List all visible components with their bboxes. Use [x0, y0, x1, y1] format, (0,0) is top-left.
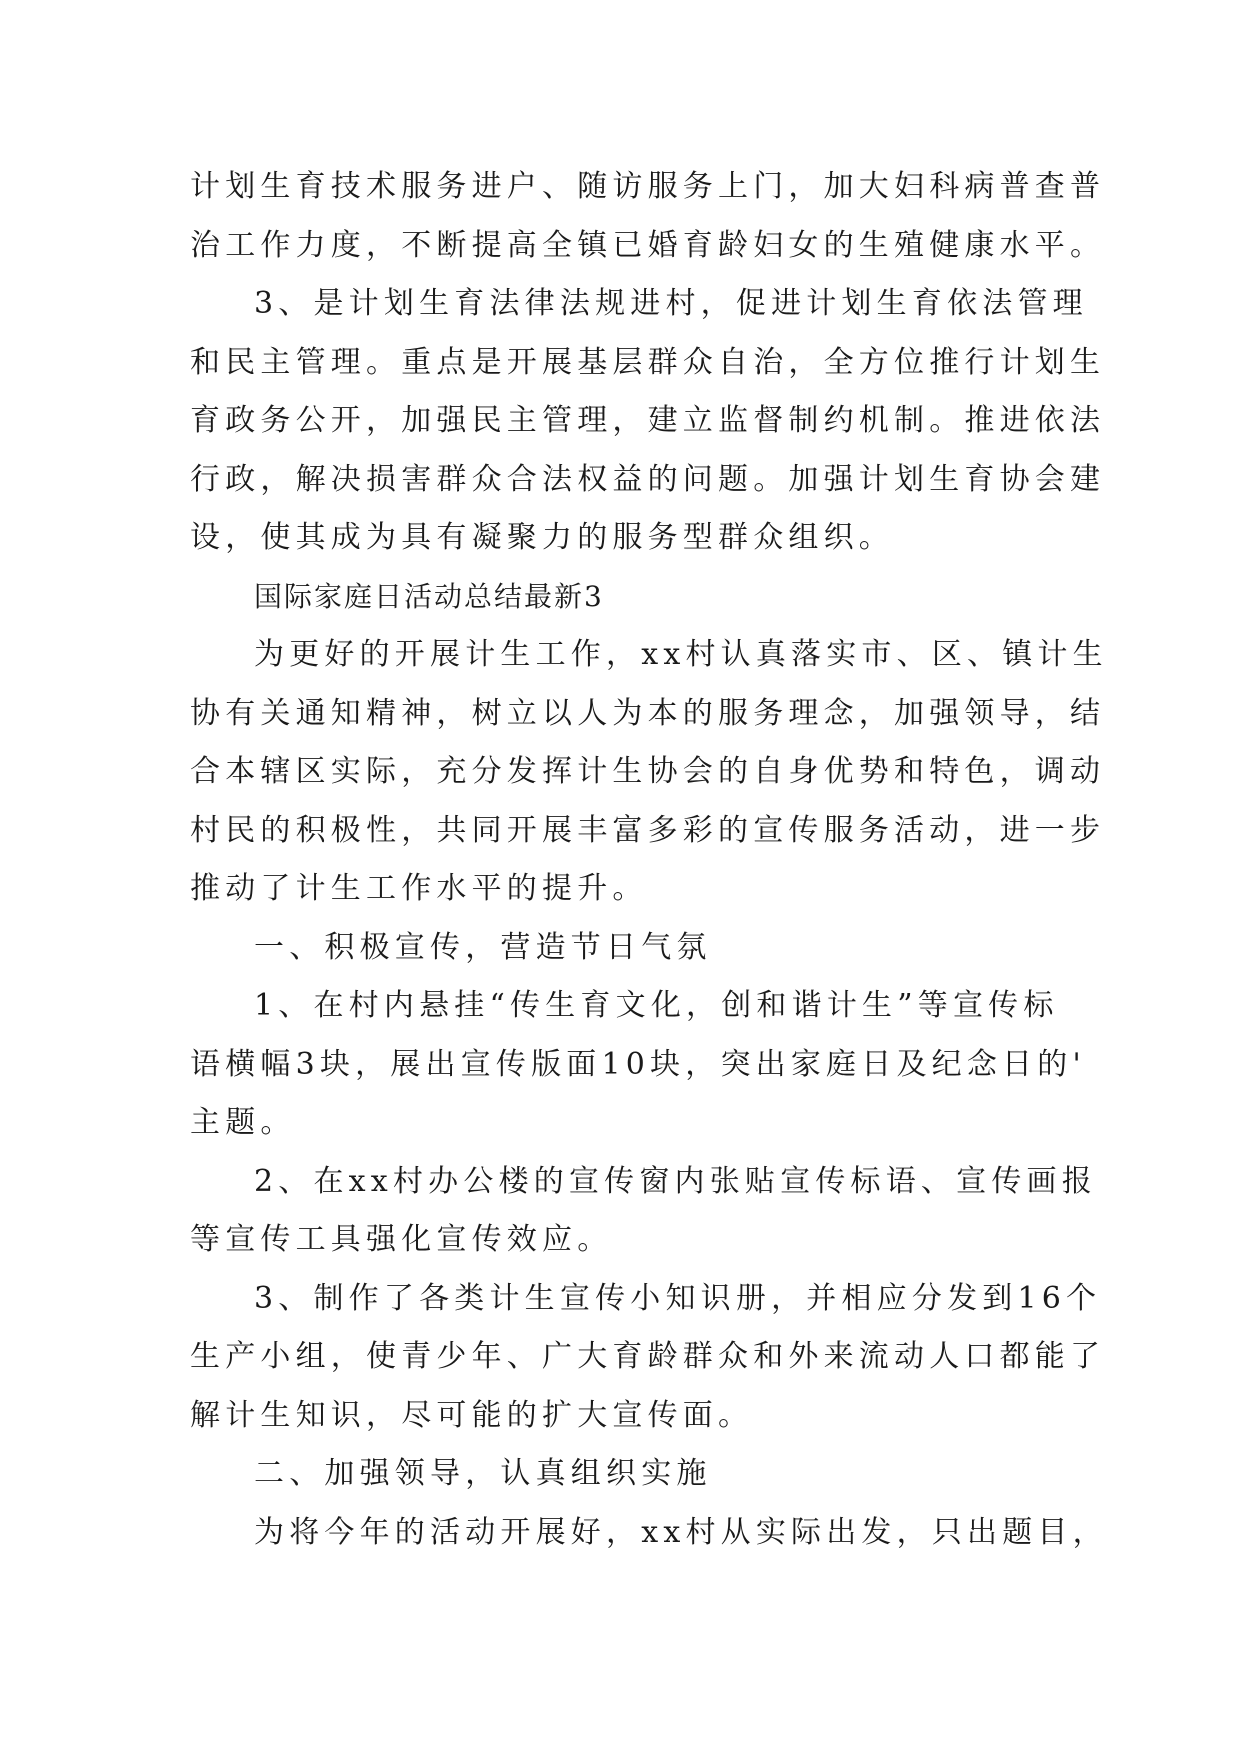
text-line: 为更好的开展计生工作，xx村认真落实市、区、镇计生 [254, 637, 1108, 672]
text-line: 语横幅3块，展出宣传版面10块，突出家庭日及纪念日的' [190, 1046, 1086, 1082]
text-line: 2、在xx村办公楼的宣传窗内张贴宣传标语、宣传画报 [254, 1163, 1097, 1199]
section-title: 国际家庭日活动总结最新3 [254, 579, 604, 613]
text-line: 行政，解决损害群众合法权益的问题。加强计划生育协会建 [190, 461, 1106, 497]
text-line: 等宣传工具强化宣传效应。 [190, 1222, 613, 1257]
text-line: 设，使其成为具有凝聚力的服务型群众组织。 [190, 520, 894, 555]
text-line: 1、在村内悬挂“传生育文化，创和谐计生”等宣传标 [254, 988, 1059, 1023]
text-line: 育政务公开，加强民主管理，建立监督制约机制。推进依法 [190, 403, 1106, 438]
text-line: 和民主管理。重点是开展基层群众自治，全方位推行计划生 [190, 344, 1106, 380]
document-body [190, 158, 1108, 1562]
text-line: 推动了计生工作水平的提升。 [190, 871, 648, 906]
text-line: 主题。 [190, 1105, 296, 1140]
subheading: 二、加强领导，认真组织实施 [254, 1456, 712, 1491]
text-line: 村民的积极性，共同开展丰富多彩的宣传服务活动，进一步 [190, 812, 1106, 848]
text-line: 为将今年的活动开展好，xx村从实际出发，只出题目， [254, 1514, 1108, 1550]
text-line: 解计生知识，尽可能的扩大宣传面。 [190, 1397, 754, 1433]
text-line: 生产小组，使青少年、广大育龄群众和外来流动人口都能了 [190, 1339, 1106, 1374]
text-line: 计划生育技术服务进户、随访服务上门，加大妇科病普查普 [190, 169, 1106, 204]
text-line: 治工作力度，不断提高全镇已婚育龄妇女的生殖健康水平。 [190, 227, 1106, 263]
text-line: 协有关通知精神，树立以人为本的服务理念，加强领导，结 [190, 695, 1106, 731]
subheading: 一、积极宣传，营造节日气氛 [254, 929, 712, 965]
text-line: 合本辖区实际，充分发挥计生协会的自身优势和特色，调动 [190, 754, 1106, 789]
text-line: 3、是计划生育法律法规进村，促进计划生育依法管理 [254, 286, 1088, 321]
text-line: 3、制作了各类计生宣传小知识册，并相应分发到16个 [254, 1280, 1102, 1316]
